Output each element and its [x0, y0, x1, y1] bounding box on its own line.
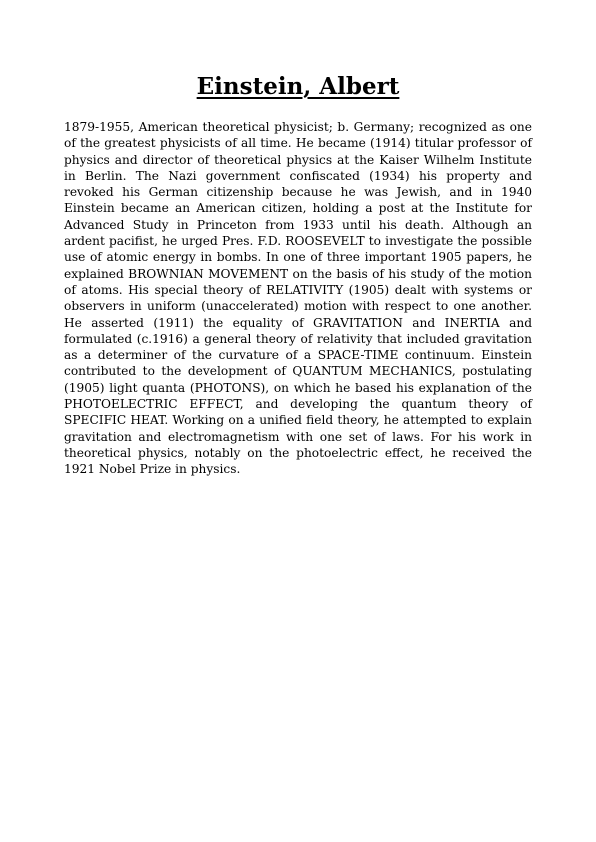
article-title: Einstein, Albert — [196, 73, 400, 100]
article-body: 1879-1955, American theoretical physicist; b. Germany; recognized as one of the greatest physicists of all time. He became (1914) titular professor of physics and director of theoretical physics at the Kaiser Wilhelm Institute in Berlin. The Nazi government confiscated (1934) his property and revoked his German citizenship because he was Jewish, and in 1940 Einstein became an American citizen, holding a post at the Institute for Advanced Study in Princeton from 1933 until his death. Although an ardent pacifist, he urged Pres. F.D. ROOSEVELT to investigate the possible use of atomic energy in bombs. In one of three important 1905 papers, he explained BROWNIAN MOVEMENT on the basis of his study of the motion of atoms. His special theory of RELATIVITY (1905) dealt with systems or observers in uniform (unaccelerated) motion with respect to one another. He asserted (1911) the equality of GRAVITATION and INERTIA and formulated (c.1916) a general theory of relativity that included gravitation as a determiner of the curvature of a SPACE-TIME continuum. Einstein contributed to the development of QUANTUM MECHANICS, postulating (1905) light quanta (PHOTONS), on which he based his explanation of the PHOTOELECTRIC EFFECT, and developing the quantum theory of SPECIFIC HEAT. Working on a unified field theory, he attempted to explain gravitation and electromagnetism with one set of laws. For his work in theoretical physics, notably on the photoelectric effect, he received the 1921 Nobel Prize in physics. — [64, 120, 532, 477]
